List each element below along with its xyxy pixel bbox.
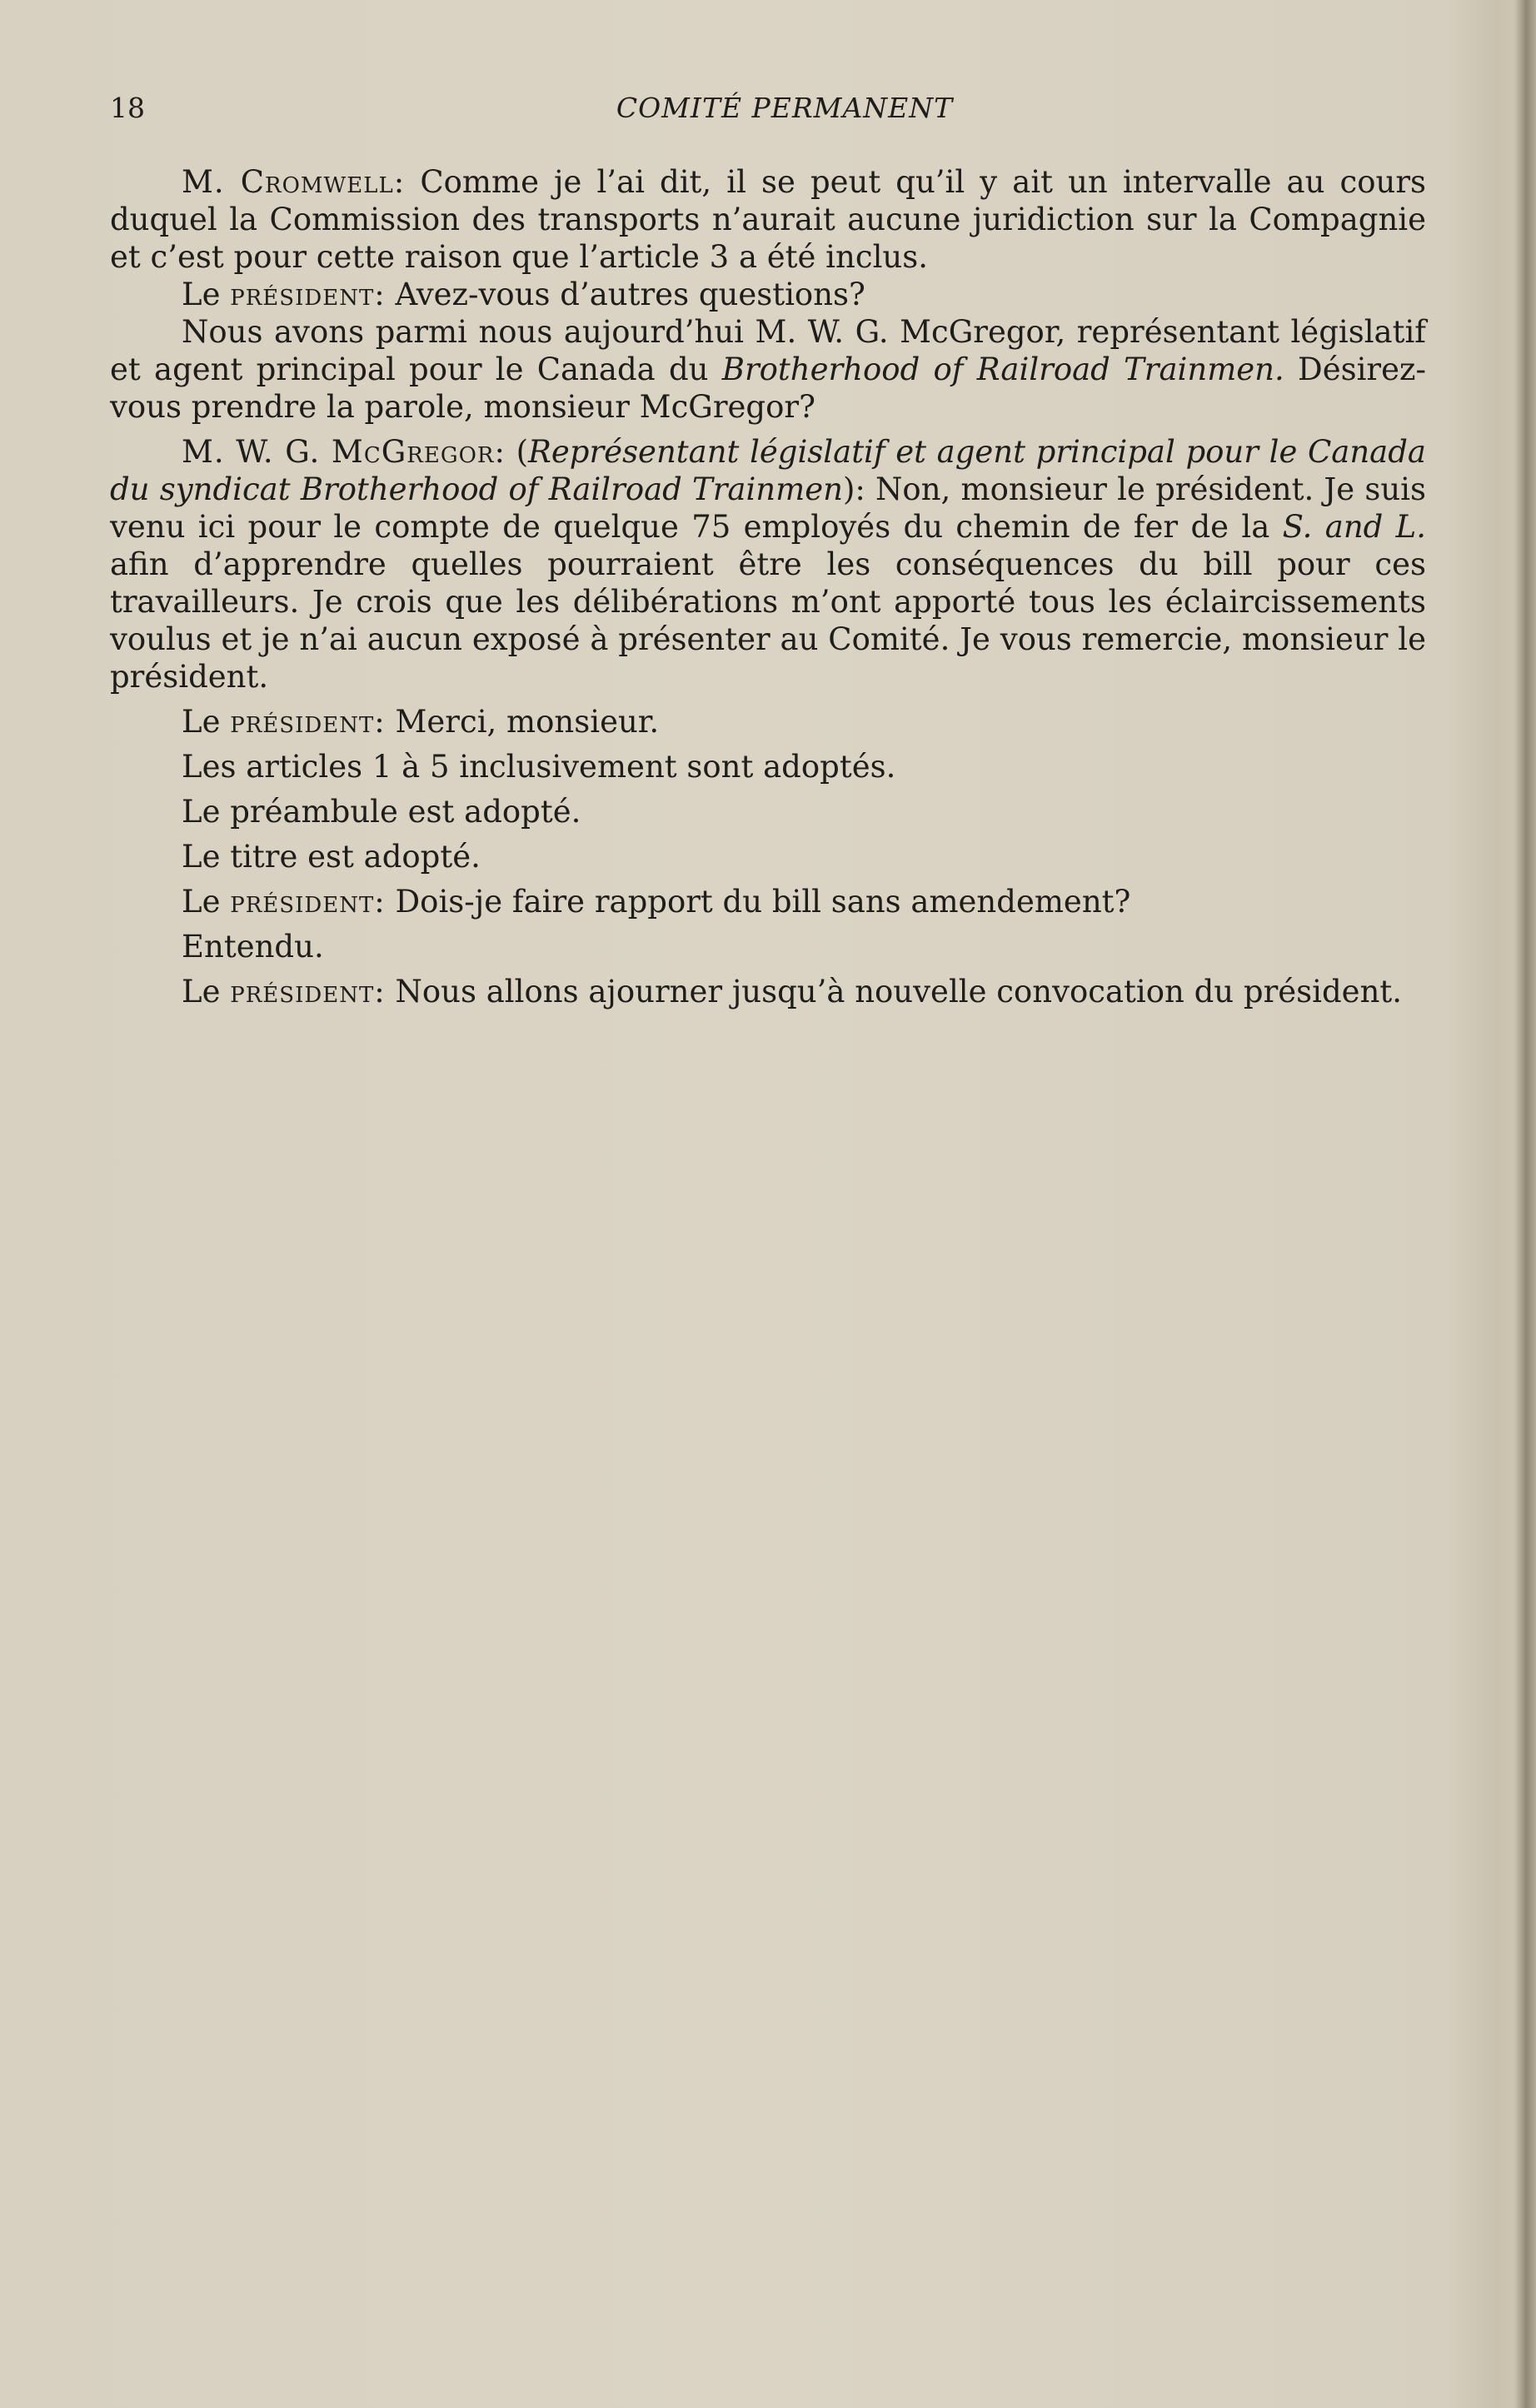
italic-text: Brotherhood of Railroad Trainmen. [721,351,1284,387]
paragraph-text: Merci, monsieur. [385,704,660,740]
paragraph-text: ): Non, monsieur le président. Je suis venu ici pour le compte de quelque 75 employés du chemin de fer de la [110,471,1426,545]
running-head [110,90,1426,127]
paragraph-president-adjourn [110,973,1426,1010]
italic-text: S. and L. [1282,509,1427,545]
running-title: COMITÉ PERMANENT [616,92,954,124]
paragraph-text: Nous avons parmi nous aujourd’hui M. W. G. McGregor, représentant législatif et agent principal pour le Canada du [110,314,1426,387]
paragraph-agreed: Entendu. [182,929,324,965]
paragraph-title-adopted: Le titre est adopté. [182,839,481,875]
speaker-name: président: [230,884,386,920]
speaker-name: M. Cromwell: [182,164,406,200]
speaker-prefix: Le [182,884,231,920]
italic-text: Représentant législatif et agent principal pour le Canada du syndicat Brotherhood of Railroad Trainmen [110,434,1426,507]
paragraph-text: Désirez-vous prendre la parole, monsieur McGregor? [110,351,1426,425]
paragraph-text: Dois-je faire rapport du bill sans amendement? [385,884,1131,920]
paragraph-preamble-adopted: Le préambule est adopté. [182,794,581,830]
paragraph-text: Nous allons ajourner jusqu’à nouvelle convocation du président. [385,974,1403,1010]
speaker-name: président: [230,974,386,1010]
paragraph-text: Avez-vous d’autres questions? [385,277,865,312]
speaker-name: M. W. G. McGregor: [182,434,506,470]
paragraph-president-thanks [110,703,1426,740]
page-number: 18 [110,92,145,124]
paragraph-mcgregor [110,433,1426,695]
page-edge-shadow [1514,0,1536,2408]
speaker-name: président: [230,704,386,740]
paragraph-articles-adopted: Les articles 1 à 5 inclusivement sont adoptés. [182,749,896,785]
speaker-prefix: Le [182,704,231,740]
paragraph-president-report [110,883,1426,920]
paragraph-text: ( [505,434,529,470]
speaker-name: président: [230,277,386,312]
paragraph-cromwell [110,163,1426,276]
speaker-prefix: Le [182,974,231,1010]
body-text [110,163,1426,1010]
paragraph-text: Comme je l’ai dit, il se peut qu’il y ait un intervalle au cours duquel la Commission des transports n’aurait aucune juridiction sur la Compagnie et c’est pour cette raison que l’article 3 a été inclus. [110,164,1426,275]
paragraph-text: afin d’apprendre quelles pourraient être les conséquences du bill pour ces travailleurs. Je crois que les délibérations m’ont apporté tous les éclaircissements voulus et je n’ai aucun exposé à présenter au Comité. Je vous remercie, monsieur le président. [110,546,1426,695]
paragraph-president-questions [110,276,1426,313]
paragraph-mcgregor-intro [110,313,1426,426]
speaker-prefix: Le [182,277,231,312]
